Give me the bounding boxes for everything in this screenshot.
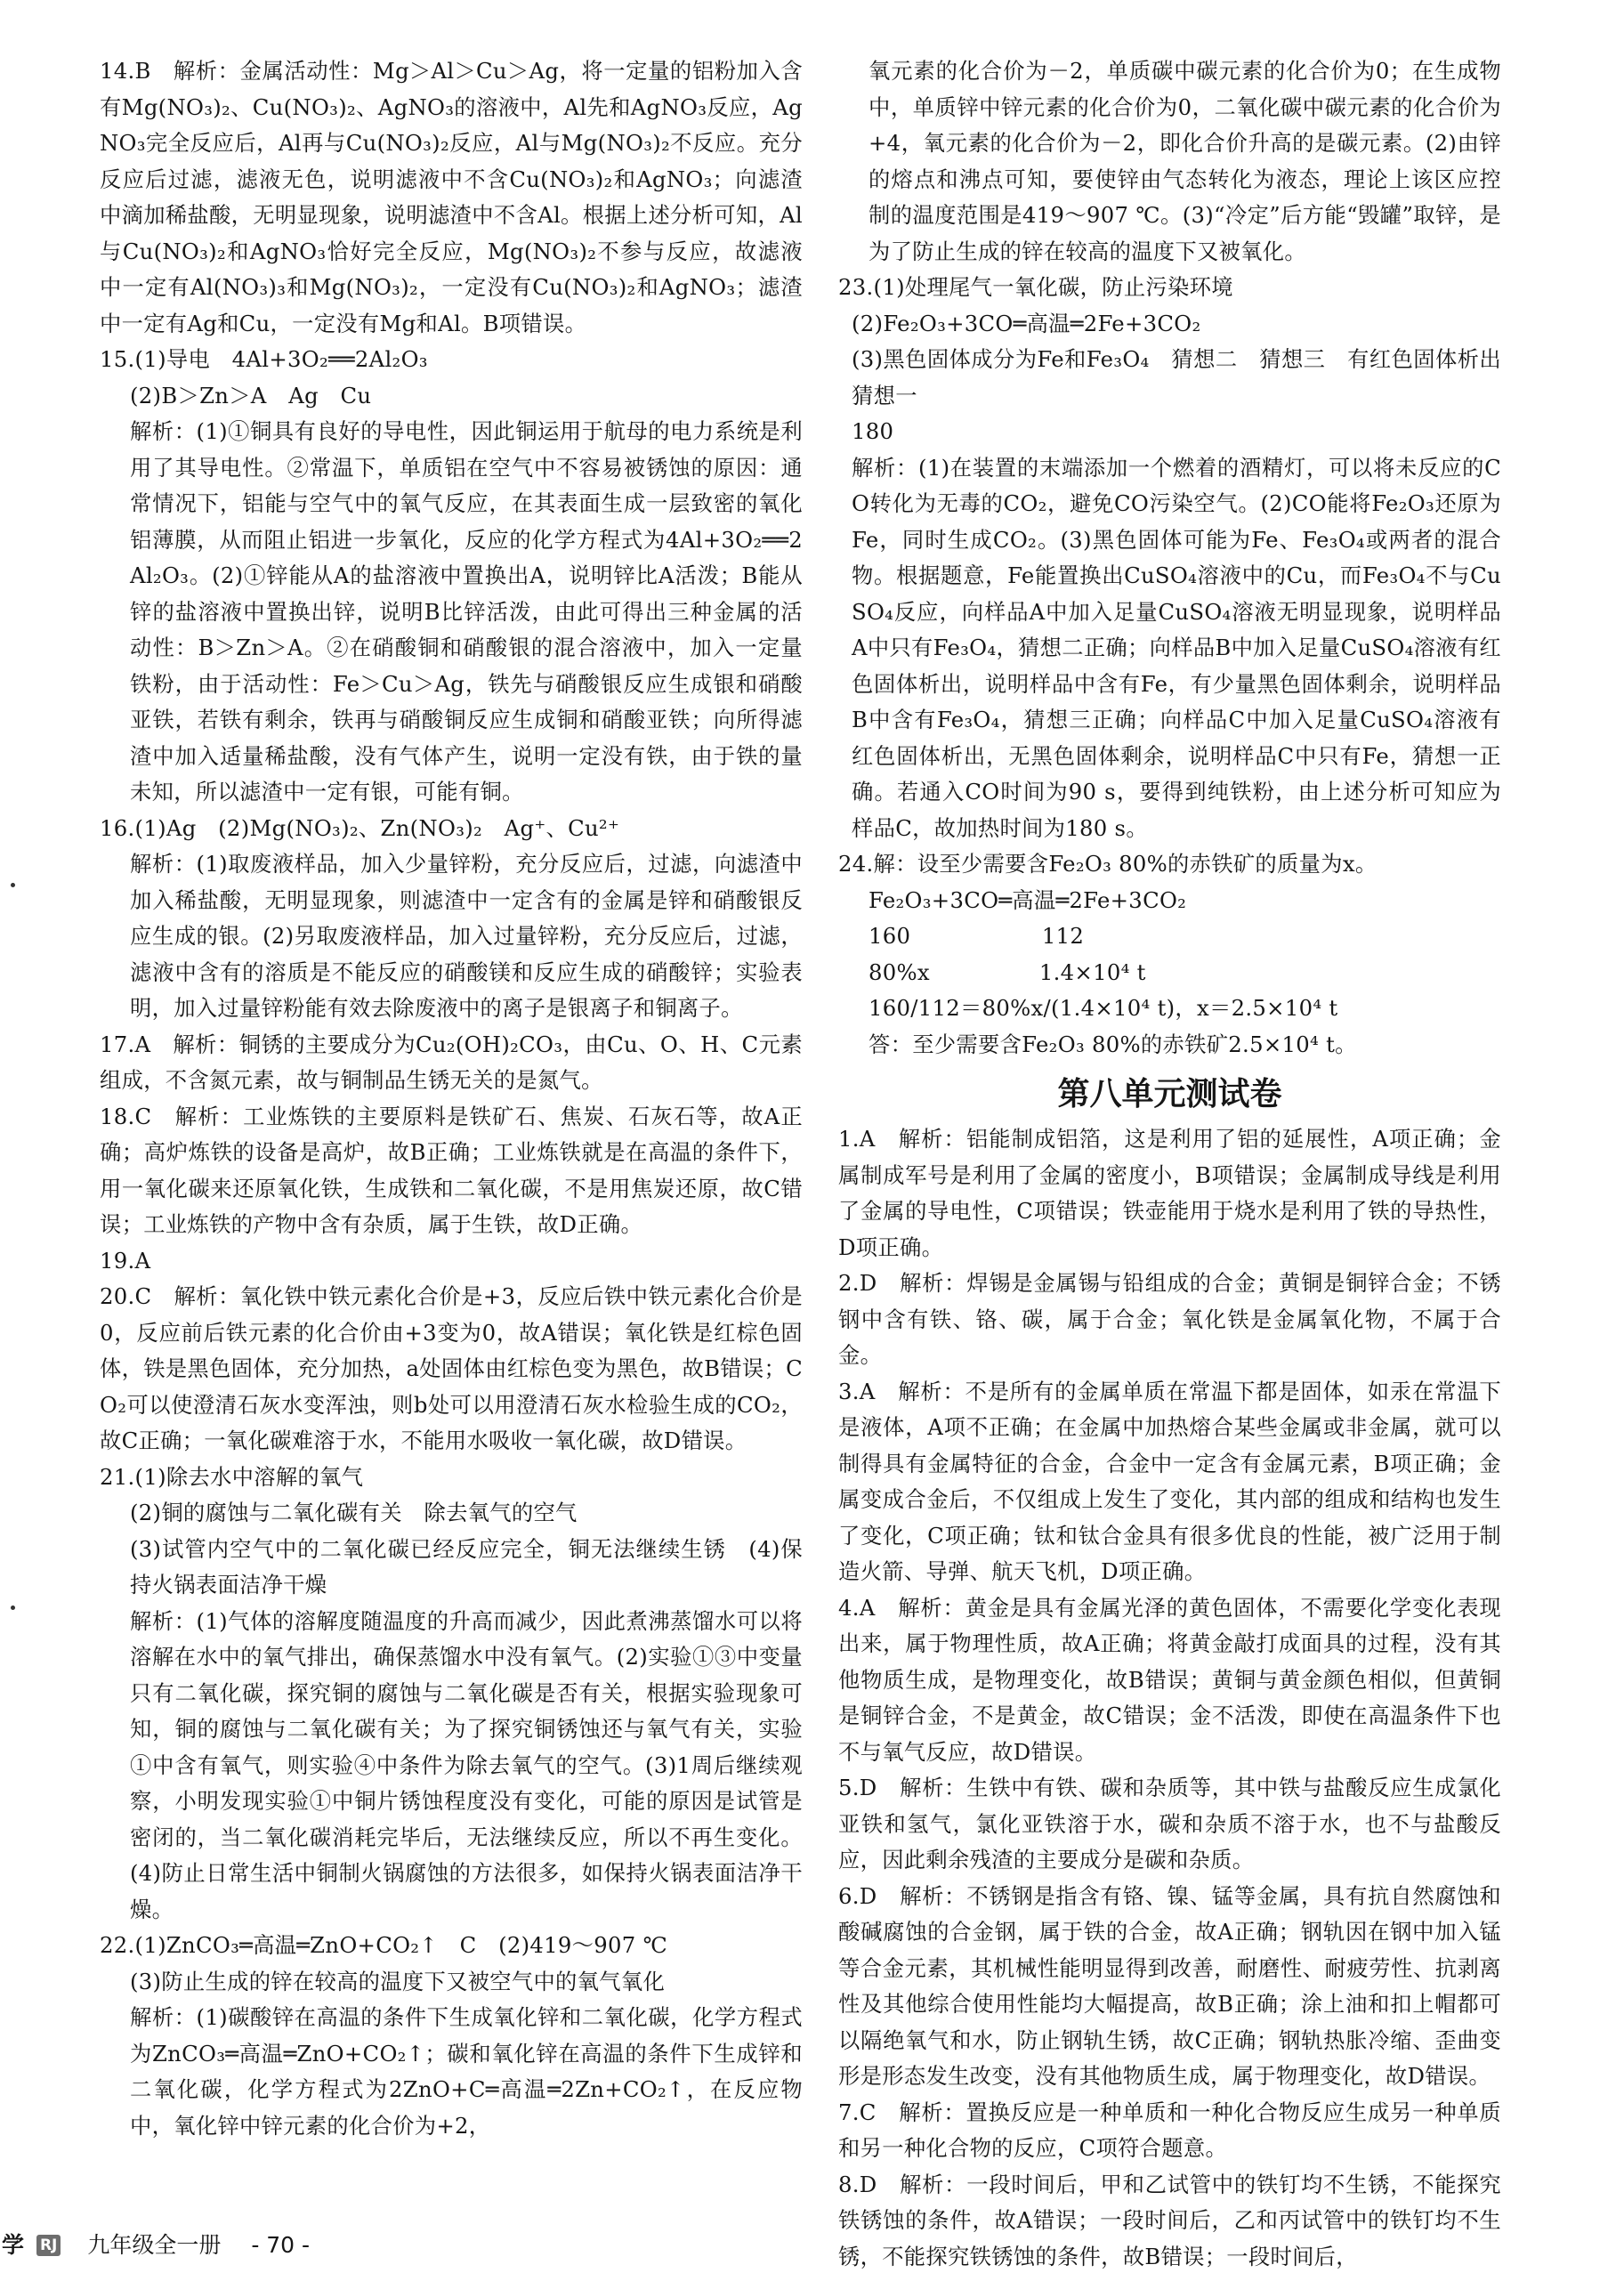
answer-15-analysis: 解析：(1)①铜具有良好的导电性，因此铜运用于航母的电力系统是利用了其导电性。②常温下，单质铝在空气中不容易被锈蚀的原因：通常情况下，铝能与空气中的氧气反应，在其表面生成一层致密的氧化铝薄膜，从而阻止铝进一步氧化，反应的化学方程式为4Al+3O₂══2Al₂O₃。(2)①锌能从A的盐溶液中置换出A，说明锌比A活泼；B能从锌的盐溶液中置换出锌，说明B比锌活泼，由此可得出三种金属的活动性：B＞Zn＞A。②在硝酸铜和硝酸银的混合溶液中，加入一定量铁粉，由于活动性：Fe＞Cu＞Ag，铁先与硝酸银反应生成银和硝酸亚铁，若铁有剩余，铁再与硝酸铜反应生成铜和硝酸亚铁；向所得滤渣中加入适量稀盐酸，没有气体产生，说明一定没有铁，由于铁的量未知，所以滤渣中一定有银，可能有铜。 <box>130 418 803 805</box>
unit8-answer-4: 4.A 解析：黄金是具有金属光泽的黄色固体，不需要化学变化表现出来，属于物理性质，故A正确；将黄金敲打成面具的过程，没有其他物质生成，是物理变化，故B错误；黄铜与黄金颜色相似，但黄铜是铜锌合金，不是黄金，故C错误；金不活泼，即使在高温条件下也不与氧气反应，故D错误。 <box>838 1594 1501 1765</box>
unit8-answer-6: 6.D 解析：不锈钢是指含有铬、镍、锰等金属，具有抗自然腐蚀和酸碱腐蚀的合金钢，属于铁的合金，故A正确；钢轨因在钢中加入锰等合金元素，其机械性能明显得到改善，耐磨性、耐疲劳性、抗剥离性及其他综合使用性能均大幅提高，故B正确；涂上油和扣上帽都可以隔绝氧气和水，防止钢轨生锈，故C正确；钢轨热胀冷缩、歪曲变形是形态发生改变，没有其他物质生成，属于物理变化，故D错误。 <box>838 1882 1501 2089</box>
answer-15: 15.(1)导电 4Al+3O₂══2Al₂O₃ <box>100 346 428 372</box>
answer-22-analysis-cont: 氧元素的化合价为－2，单质碳中碳元素的化合价为0；在生成物中，单质锌中锌元素的化合价为0，二氧化碳中碳元素的化合价为+4，氧元素的化合价为－2，即化合价升高的是碳元素。(2)由锌的熔点和沸点可知，要使锌由气态转化为液态，理论上该区应控制的温度范围是419～907 ℃。(3)“冷定”后方能“毁罐”取锌，是为了防止生成的锌在较高的温度下又被氧化。 <box>869 58 1501 264</box>
answer-14: 14.B 解析：金属活动性：Mg＞Al＞Cu＞Ag，将一定量的铝粉加入含有Mg(NO₃)₂、Cu(NO₃)₂、AgNO₃的溶液中，Al先和AgNO₃反应，AgNO₃完全反应后，Al再与Cu(NO₃)₂反应，Al与Mg(NO₃)₂不反应。充分反应后过滤，滤液无色，说明滤液中不含Cu(NO₃)₂和AgNO₃；向滤渣中滴加稀盐酸，无明显现象，说明滤渣中不含Al。根据上述分析可知，Al与Cu(NO₃)₂和AgNO₃恰好完全反应，Mg(NO₃)₂不参与反应，故滤液中一定有Al(NO₃)₃和Mg(NO₃)₂，一定没有Cu(NO₃)₂和AgNO₃；滤渣中一定有Ag和Cu，一定没有Mg和Al。B项错误。 <box>100 58 803 336</box>
answer-22-part3: (3)防止生成的锌在较高的温度下又被空气中的氧气氧化 <box>130 1968 666 1994</box>
unit8-answer-1: 1.A 解析：铝能制成铝箔，这是利用了铝的延展性，A项正确；金属制成军号是利用了金属的密度小，B项错误；金属制成导线是利用了金属的导电性，C项错误；铁壶能用于烧水是利用了铁的导热性，D项正确。 <box>838 1126 1501 1260</box>
answer-17: 17.A 解析：铜锈的主要成分为Cu₂(OH)₂CO₃，由Cu、O、H、C元素组成，不含氮元素，故与铜制品生锈无关的是氮气。 <box>100 1031 803 1093</box>
equation-quantity-line: 80%x 1.4×10⁴ t <box>869 959 1146 985</box>
unit8-answer-5: 5.D 解析：生铁中有铁、碳和杂质等，其中铁与盐酸反应生成氯化亚铁和氢气，氯化亚铁溶于水，碳和杂质不溶于水，也不与盐酸反应，因此剩余残渣的主要成分是碳和杂质。 <box>838 1775 1501 1873</box>
answer-21-part2: (2)铜的腐蚀与二氧化碳有关 除去氧气的空气 <box>130 1500 578 1525</box>
answer-23-analysis: 解析：(1)在装置的末端添加一个燃着的酒精灯，可以将未反应的CO转化为无毒的CO₂，避免CO污染空气。(2)CO能将Fe₂O₃还原为Fe，同时生成CO₂。(3)黑色固体可能为Fe、Fe₃O₄或两者的混合物。根据题意，Fe能置换出CuSO₄溶液中的Cu，而Fe₃O₄不与CuSO₄反应，向样品A中加入足量CuSO₄溶液无明显现象，说明样品A中只有Fe₃O₄，猜想二正确；向样品B中加入足量CuSO₄溶液有红色固体析出，说明样品中含有Fe，有少量黑色固体剩余，说明样品B中含有Fe₃O₄，猜想三正确；向样品C中加入足量CuSO₄溶液有红色固体析出，无黑色固体剩余，说明样品C中只有Fe，猜想一正确。若通入CO时间为90 s，要得到纯铁粉，由上述分析可知应为样品C，故加热时间为180 s。 <box>852 454 1501 841</box>
page-footer <box>0 2228 534 2263</box>
answer-16-analysis: 解析：(1)取废液样品，加入少量锌粉，充分反应后，过滤，向滤渣中加入稀盐酸，无明显现象，则滤渣中一定含有的金属是锌和硝酸银反应生成的银。(2)另取废液样品，加入过量锌粉，充分反应后，过滤，滤液中含有的溶质是不能反应的硝酸镁和反应生成的硝酸锌；实验表明，加入过量锌粉能有效去除废液中的离子是银离子和铜离子。 <box>130 851 803 1021</box>
answer-16: 16.(1)Ag (2)Mg(NO₃)₂、Zn(NO₃)₂ Ag⁺、Cu²⁺ <box>100 814 620 841</box>
left-column <box>100 53 803 2144</box>
margin-dot <box>11 1606 15 1610</box>
unit8-answer-3: 3.A 解析：不是所有的金属单质在常温下都是固体，如汞在常温下是液体，A项不正确；在金属中加热熔合某些金属或非金属，就可以制得具有金属特征的合金，合金中一定含有金属元素，B项正确；金属变成合金后，不仅组成上发生了变化，其内部的组成和结构也发生了变化，C项正确；钛和钛合金具有很多优良的性能，被广泛用于制造火箭、导弹、航天飞机，D项正确。 <box>838 1378 1501 1584</box>
answer-15-part2: (2)B＞Zn＞A Ag Cu <box>130 382 372 408</box>
footer-subject: 学 <box>2 2232 25 2258</box>
unit8-answer-8: 8.D 解析：一段时间后，甲和乙试管中的铁钉均不生锈，不能探究铁锈蚀的条件，故A错误；一段时间后，乙和丙试管中的铁钉均不生锈，不能探究铁锈蚀的条件，故B错误；一段时间后， <box>838 2171 1501 2269</box>
answer-22: 22.(1)ZnCO₃═高温═ZnO+CO₂↑ C (2)419～907 ℃ <box>100 1932 668 1958</box>
unit8-answer-2: 2.D 解析：焊锡是金属锡与铅组成的合金；黄铜是铜锌合金；不锈钢中含有铁、铬、碳，属于合金；氧化铁是金属氧化物，不属于合金。 <box>838 1270 1501 1368</box>
answer-21-part3: (3)试管内空气中的二氧化碳已经反应完全，铜无法继续生锈 (4)保持火锅表面洁净干燥 <box>130 1535 803 1598</box>
unit8-answer-7: 7.C 解析：置换反应是一种单质和一种化合物反应生成另一种单质和另一种化合物的反应，C项符合题意。 <box>838 2099 1501 2161</box>
answer-23: 23.(1)处理尾气一氧化碳，防止污染环境 <box>838 274 1233 300</box>
answer-23-part2: (2)Fe₂O₃+3CO═高温═2Fe+3CO₂ <box>852 310 1201 336</box>
unit-test-heading: 第八单元测试卷 <box>1057 1076 1282 1112</box>
answer-19: 19.A <box>100 1247 151 1274</box>
answer-24: 24.解：设至少需要含Fe₂O₃ 80%的赤铁矿的质量为x。 <box>838 851 1378 877</box>
equation-line: Fe₂O₃+3CO═高温═2Fe+3CO₂ <box>869 886 1187 913</box>
answer-24-conclusion: 答：至少需要含Fe₂O₃ 80%的赤铁矿2.5×10⁴ t。 <box>869 1031 1357 1057</box>
margin-dot <box>11 883 15 887</box>
page-number: - 70 - <box>251 2232 311 2258</box>
answer-18: 18.C 解析：工业炼铁的主要原料是铁矿石、焦炭、石灰石等，故A正确；高炉炼铁的设备是高炉，故B正确；工业炼铁就是在高温的条件下，用一氧化碳来还原氧化铁，生成铁和二氧化碳，不是用焦炭还原，故C错误；工业炼铁的产物中含有杂质，属于生铁，故D正确。 <box>100 1103 803 1237</box>
answer-20: 20.C 解析：氧化铁中铁元素化合价是+3，反应后铁中铁元素化合价是0，反应前后铁元素的化合价由+3变为0，故A错误；氧化铁是红棕色固体，铁是黑色固体，充分加热，a处固体由红棕色变为黑色，故B错误；CO₂可以使澄清石灰水变浑浊，则b处可以用澄清石灰水检验生成的CO₂，故C正确；一氧化碳难溶于水，不能用水吸收一氧化碳，故D错误。 <box>100 1283 803 1453</box>
right-column <box>838 53 1523 2275</box>
answer-23-part3: (3)黑色固体成分为Fe和Fe₃O₄ 猜想二 猜想三 有红色固体析出 猜想一 <box>852 346 1523 408</box>
answer-22-analysis: 解析：(1)碳酸锌在高温的条件下生成氧化锌和二氧化碳，化学方程式为ZnCO₃═高温═ZnO+CO₂↑；碳和氧化锌在高温的条件下生成锌和二氧化碳，化学方程式为2ZnO+C═高温═2Zn+CO₂↑，在反应物中，氧化锌中锌元素的化合价为+2， <box>130 2004 803 2139</box>
answer-21-analysis: 解析：(1)气体的溶解度随温度的升高而减少，因此煮沸蒸馏水可以将溶解在水中的氧气排出，确保蒸馏水中没有氧气。(2)实验①③中变量只有二氧化碳，探究铜的腐蚀与二氧化碳是否有关，根据实验现象可知，铜的腐蚀与二氧化碳有关；为了探究铜锈蚀还与氧气有关，实验①中含有氧气，则实验④中条件为除去氧气的空气。(3)1周后继续观察，小明发现实验①中铜片锈蚀程度没有变化，可能的原因是试管是密闭的，当二氧化碳消耗完毕后，无法继续反应，所以不再生变化。(4)防止日常生活中铜制火锅腐蚀的方法很多，如保持火锅表面洁净干燥。 <box>130 1607 803 1922</box>
answer-21: 21.(1)除去水中溶解的氧气 <box>100 1463 364 1490</box>
footer-edition-badge: RJ <box>36 2235 61 2256</box>
equation-ratio-line: 160 112 <box>869 923 1085 949</box>
footer-grade: 九年级全一册 <box>87 2232 222 2258</box>
answer-23-part4: 180 <box>852 418 894 444</box>
equation-solve-line: 160/112＝80%x/(1.4×10⁴ t)，x＝2.5×10⁴ t <box>869 995 1338 1021</box>
